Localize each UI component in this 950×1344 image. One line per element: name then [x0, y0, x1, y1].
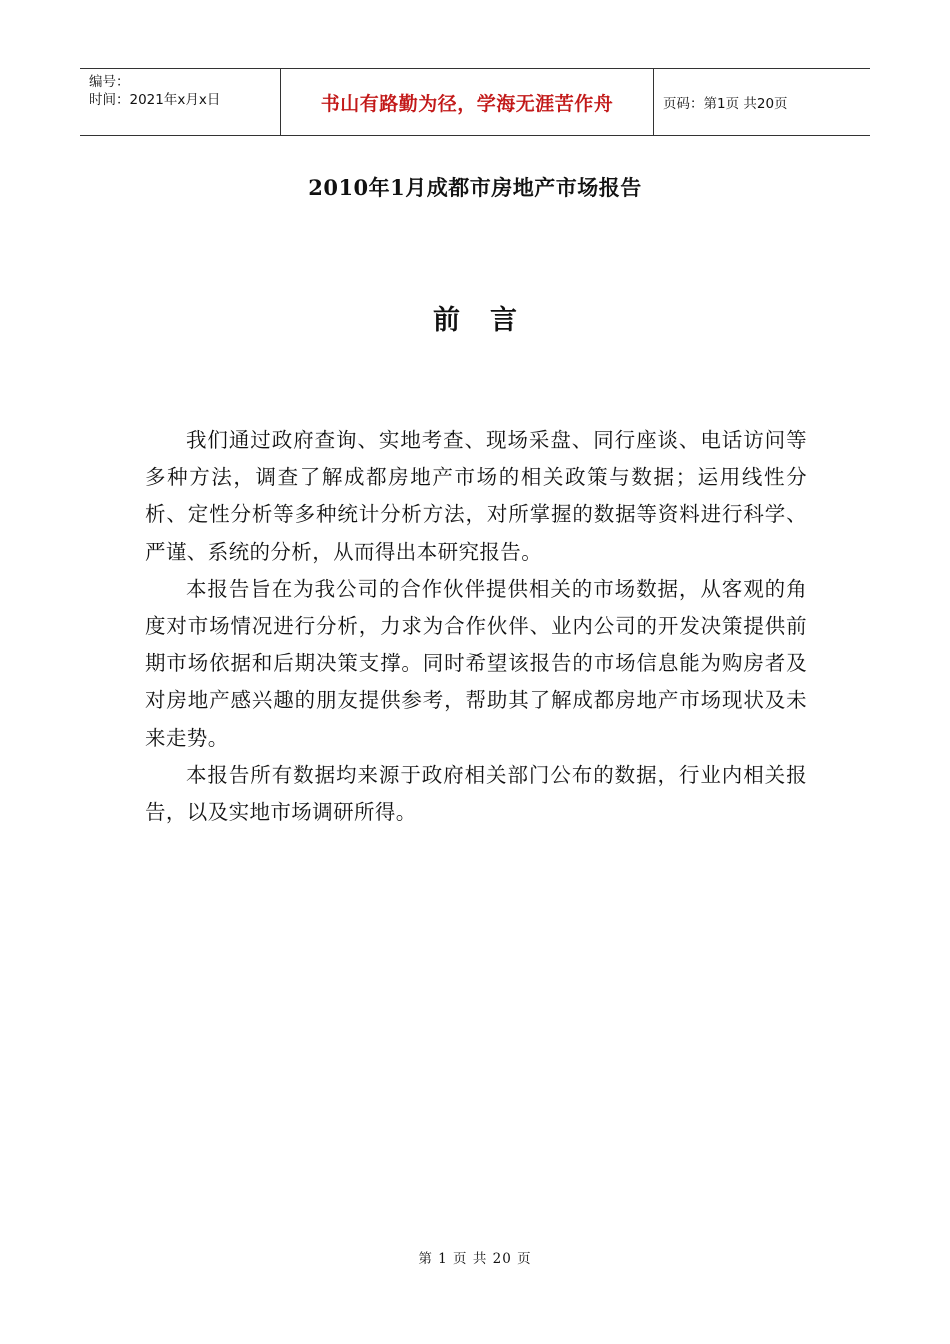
number-label: 编号：	[89, 74, 130, 90]
motto-text: 书山有路勤为径，学海无涯苦作舟	[320, 92, 614, 115]
header-page-info: 页码：第1页 共20页	[663, 96, 788, 112]
header-table	[80, 68, 870, 136]
header-page-cell	[654, 69, 870, 135]
page-footer: 第 1 页 共 20 页	[418, 1251, 532, 1267]
date-label: 时间：2021年x月x日	[89, 92, 221, 108]
paragraph: 本报告旨在为我公司的合作伙伴提供相关的市场数据，从客观的角度对市场情况进行分析，力求为合作伙伴、业内公司的开发决策提供前期市场依据和后期决策支撑。同时希望该报告的市场信息能为购房者及对房地产感兴趣的朋友提供参考，帮助其了解成都房地产市场现状及未来走势。	[145, 576, 807, 750]
body-text	[145, 422, 807, 831]
header-meta-cell	[80, 69, 281, 135]
paragraph: 我们通过政府查询、实地考查、现场采盘、同行座谈、电话访问等多种方法，调查了解成都房地产市场的相关政策与数据；运用线性分析、定性分析等多种统计分析方法，对所掌握的数据等资料进行科学、严谨、系统的分析，从而得出本研究报告。	[145, 428, 807, 564]
section-heading: 前言	[433, 305, 547, 336]
document-title: 2010年1月成都市房地产市场报告	[308, 175, 642, 200]
header-motto-cell	[281, 69, 654, 135]
paragraph: 本报告所有数据均来源于政府相关部门公布的数据，行业内相关报告，以及实地市场调研所得。	[145, 762, 807, 825]
